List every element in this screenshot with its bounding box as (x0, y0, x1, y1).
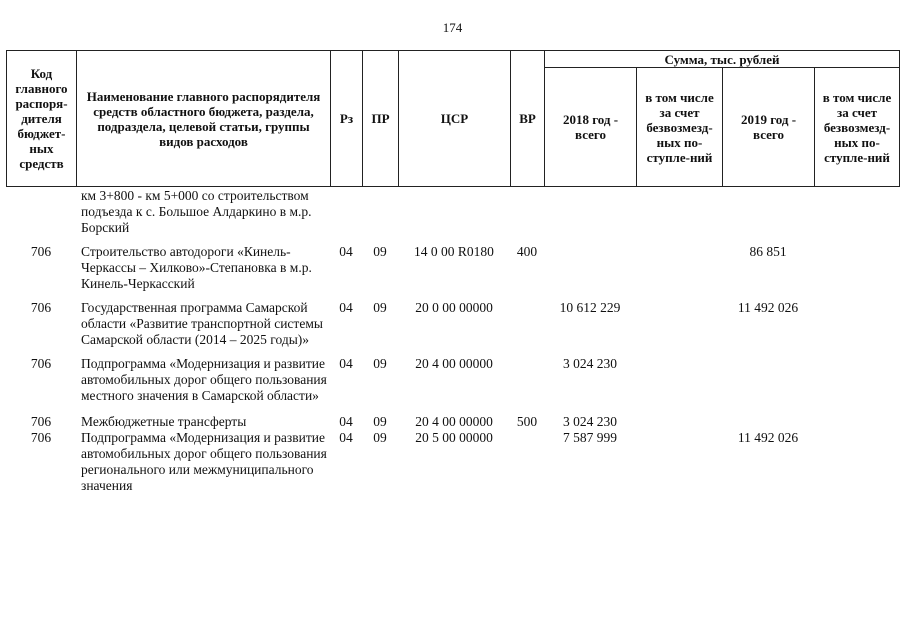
row-incl-2018 (636, 236, 722, 292)
row-incl-2018 (636, 348, 722, 404)
header-csr: ЦСР (399, 51, 511, 187)
row-2018 (544, 188, 636, 236)
table-body (6, 188, 899, 494)
row-2019 (722, 404, 814, 430)
header-code: Код главного распоря-дителя бюджет-ных средств (7, 51, 77, 187)
row-name: км 3+800 - км 5+000 со строительством подъезда к с. Большое Алдаркино в м.р. Борский (81, 188, 312, 235)
table-row (6, 404, 899, 430)
row-name: Межбюджетные трансферты (81, 414, 247, 429)
row-2018 (544, 236, 636, 292)
row-2018: 10 612 229 (559, 300, 621, 315)
row-name: Подпрограмма «Модернизация и развитие автомобильных дорог общего пользования регионального или межмуниципального значения (81, 430, 327, 493)
row-2019: 11 492 026 (737, 430, 799, 445)
row-code: 706 (30, 430, 52, 445)
row-incl-2019 (814, 292, 899, 348)
row-pr (362, 188, 398, 236)
page-number: 174 (442, 20, 463, 35)
row-name: Государственная программа Самарской области «Развитие транспортной системы Самарской области (2014 – 2025 годы)» (81, 300, 323, 347)
row-rz: 04 (339, 300, 353, 315)
row-rz: 04 (339, 356, 353, 371)
header-name: Наименование главного распорядителя средств областного бюджета, раздела, подраздела, целевой статьи, группы видов расходов (77, 51, 331, 187)
table-row (6, 430, 899, 494)
row-2018: 3 024 230 (563, 356, 617, 371)
table-row (6, 348, 899, 404)
row-incl-2018 (636, 404, 722, 430)
row-csr: 20 4 00 00000 (415, 356, 493, 371)
row-csr: 20 4 00 00000 (415, 414, 493, 429)
row-incl-2018 (636, 292, 722, 348)
row-incl-2018 (636, 188, 722, 236)
row-rz: 04 (339, 414, 353, 429)
row-vr (510, 188, 544, 236)
row-incl-2019 (814, 348, 899, 404)
row-vr (510, 292, 544, 348)
row-pr: 09 (373, 414, 387, 429)
row-code: 706 (30, 356, 52, 371)
row-csr: 14 0 00 R0180 (414, 244, 494, 259)
row-2018: 3 024 230 (563, 414, 617, 429)
table-row (6, 188, 899, 236)
row-incl-2019 (814, 404, 899, 430)
row-pr: 09 (373, 430, 387, 445)
header-vr: ВР (511, 51, 545, 187)
row-2019 (722, 188, 814, 236)
header-incl-2019: в том числе за счет безвозмезд-ных по-ступле-ний (815, 68, 900, 187)
row-2018: 7 587 999 (563, 430, 617, 445)
row-2019: 11 492 026 (737, 300, 799, 315)
row-pr: 09 (373, 356, 387, 371)
row-rz: 04 (339, 244, 353, 259)
row-2019: 86 851 (749, 244, 787, 259)
row-code: 706 (30, 244, 52, 259)
row-pr: 09 (373, 244, 387, 259)
row-name: Подпрограмма «Модернизация и развитие автомобильных дорог общего пользования местного значения в Самарской области» (81, 356, 327, 403)
row-code: 706 (30, 414, 52, 429)
table-row (6, 292, 899, 348)
header-pr: ПР (363, 51, 399, 187)
row-incl-2019 (814, 236, 899, 292)
table-row (6, 236, 899, 292)
row-rz (330, 188, 362, 236)
header-sum: Сумма, тыс. рублей (545, 51, 900, 68)
row-2019 (722, 348, 814, 404)
row-incl-2019 (814, 188, 899, 236)
header-2019: 2019 год - всего (723, 68, 815, 187)
table-header (6, 50, 900, 187)
header-rz: Рз (331, 51, 363, 187)
row-csr: 20 5 00 00000 (415, 430, 493, 445)
row-code: 706 (30, 300, 52, 315)
row-vr: 400 (516, 244, 538, 259)
row-rz: 04 (339, 430, 353, 445)
row-code (6, 188, 76, 236)
row-name: Строительство автодороги «Кинель-Черкассы – Хилково»-Степановка в м.р. Кинель-Черкасский (81, 244, 312, 291)
header-2018: 2018 год - всего (545, 68, 637, 187)
row-csr: 20 0 00 00000 (415, 300, 493, 315)
header-incl-2018: в том числе за счет безвозмезд-ных по-ступле-ний (637, 68, 723, 187)
row-vr (510, 430, 544, 494)
row-vr (510, 348, 544, 404)
row-vr: 500 (516, 414, 538, 429)
row-csr (398, 188, 510, 236)
row-incl-2018 (636, 430, 722, 494)
row-incl-2019 (814, 430, 899, 494)
row-pr: 09 (373, 300, 387, 315)
